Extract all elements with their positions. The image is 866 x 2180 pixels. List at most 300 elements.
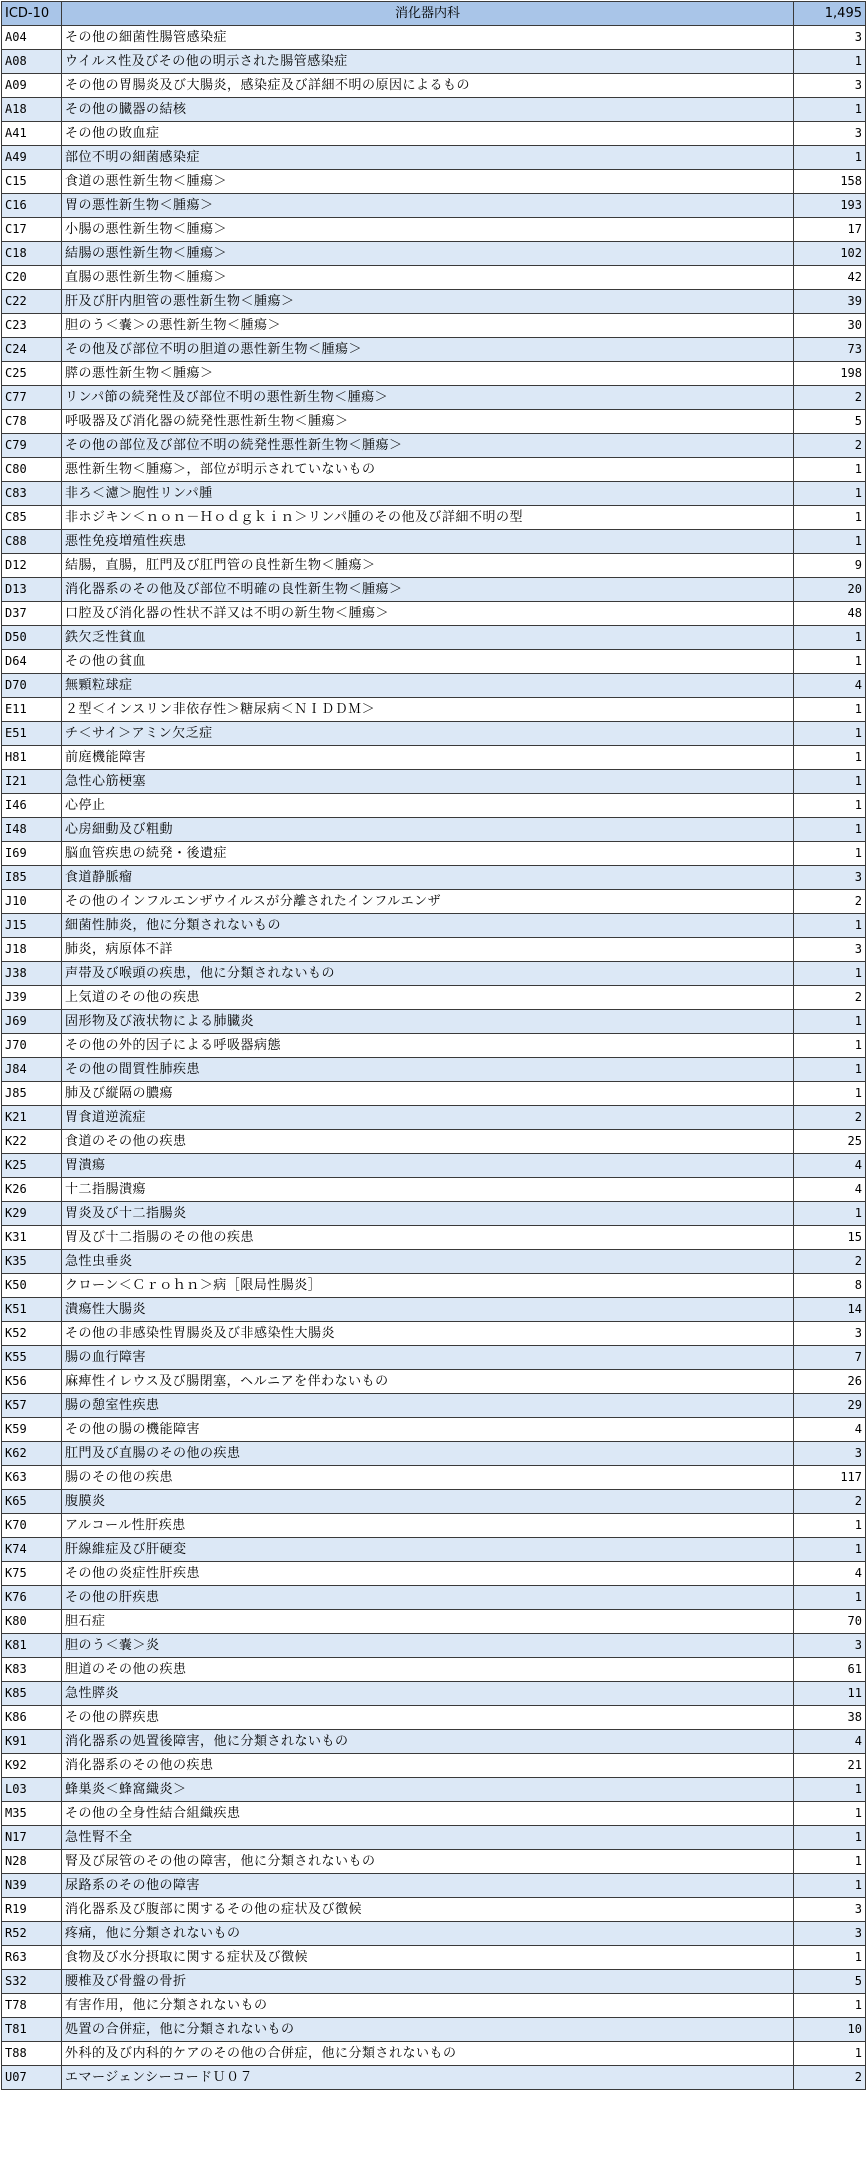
table-row (2, 1490, 866, 1514)
cell-code: K80 (2, 1610, 62, 1634)
table-row (2, 722, 866, 746)
table-row (2, 1346, 866, 1370)
cell-code: K92 (2, 1754, 62, 1778)
cell-count: 14 (794, 1298, 866, 1322)
table-row (2, 434, 866, 458)
cell-name: 心停止 (62, 794, 794, 818)
cell-name: 肺炎，病原体不詳 (62, 938, 794, 962)
cell-code: J39 (2, 986, 62, 1010)
cell-name: 細菌性肺炎，他に分類されないもの (62, 914, 794, 938)
table-row (2, 1658, 866, 1682)
cell-count: 1 (794, 1826, 866, 1850)
cell-name: その他の外的因子による呼吸器病態 (62, 1034, 794, 1058)
cell-code: C83 (2, 482, 62, 506)
table-row (2, 866, 866, 890)
cell-code: H81 (2, 746, 62, 770)
cell-name: 非ろ＜濾＞胞性リンパ腫 (62, 482, 794, 506)
cell-name: その他及び部位不明の胆道の悪性新生物＜腫瘍＞ (62, 338, 794, 362)
table-row (2, 1778, 866, 1802)
cell-count: 70 (794, 1610, 866, 1634)
table-body (2, 26, 866, 2090)
cell-count: 61 (794, 1658, 866, 1682)
cell-code: I69 (2, 842, 62, 866)
table-row (2, 770, 866, 794)
cell-name: 十二指腸潰瘍 (62, 1178, 794, 1202)
cell-code: C22 (2, 290, 62, 314)
table-row (2, 1250, 866, 1274)
cell-code: D12 (2, 554, 62, 578)
table-row (2, 914, 866, 938)
table-row (2, 842, 866, 866)
cell-code: T81 (2, 2018, 62, 2042)
cell-name: 心房細動及び粗動 (62, 818, 794, 842)
cell-count: 3 (794, 1634, 866, 1658)
table-row (2, 1322, 866, 1346)
cell-name: その他の胃腸炎及び大腸炎，感染症及び詳細不明の原因によるもの (62, 74, 794, 98)
cell-code: D64 (2, 650, 62, 674)
cell-count: 11 (794, 1682, 866, 1706)
cell-name: その他の部位及び部位不明の続発性悪性新生物＜腫瘍＞ (62, 434, 794, 458)
table-row (2, 26, 866, 50)
cell-code: K52 (2, 1322, 62, 1346)
cell-code: R19 (2, 1898, 62, 1922)
cell-code: J18 (2, 938, 62, 962)
cell-name: 食道静脈瘤 (62, 866, 794, 890)
table-row (2, 1946, 866, 1970)
cell-name: 胆のう＜嚢＞炎 (62, 1634, 794, 1658)
cell-name: 急性心筋梗塞 (62, 770, 794, 794)
table-row (2, 194, 866, 218)
cell-code: A41 (2, 122, 62, 146)
cell-name: 膵の悪性新生物＜腫瘍＞ (62, 362, 794, 386)
cell-name: 悪性免疫増殖性疾患 (62, 530, 794, 554)
cell-code: C17 (2, 218, 62, 242)
cell-count: 117 (794, 1466, 866, 1490)
cell-code: J85 (2, 1082, 62, 1106)
table-row (2, 98, 866, 122)
cell-name: 処置の合併症，他に分類されないもの (62, 2018, 794, 2042)
table-row (2, 50, 866, 74)
cell-code: E51 (2, 722, 62, 746)
cell-name: 悪性新生物＜腫瘍＞，部位が明示されていないもの (62, 458, 794, 482)
cell-name: その他の細菌性腸管感染症 (62, 26, 794, 50)
cell-code: D37 (2, 602, 62, 626)
cell-count: 4 (794, 674, 866, 698)
cell-name: 直腸の悪性新生物＜腫瘍＞ (62, 266, 794, 290)
cell-name: チ＜サイ＞アミン欠乏症 (62, 722, 794, 746)
cell-code: J69 (2, 1010, 62, 1034)
cell-name: その他の腸の機能障害 (62, 1418, 794, 1442)
cell-code: K26 (2, 1178, 62, 1202)
table-row (2, 1154, 866, 1178)
cell-count: 39 (794, 290, 866, 314)
cell-name: 疼痛，他に分類されないもの (62, 1922, 794, 1946)
cell-count: 1 (794, 458, 866, 482)
table-row (2, 2018, 866, 2042)
cell-name: その他の敗血症 (62, 122, 794, 146)
cell-code: C78 (2, 410, 62, 434)
cell-count: 102 (794, 242, 866, 266)
cell-code: K65 (2, 1490, 62, 1514)
table-row (2, 122, 866, 146)
cell-code: C16 (2, 194, 62, 218)
cell-count: 1 (794, 962, 866, 986)
table-row (2, 938, 866, 962)
cell-name: 麻痺性イレウス及び腸閉塞，ヘルニアを伴わないもの (62, 1370, 794, 1394)
cell-name: 消化器系及び腹部に関するその他の症状及び徴候 (62, 1898, 794, 1922)
cell-count: 3 (794, 26, 866, 50)
cell-count: 3 (794, 1322, 866, 1346)
cell-count: 1 (794, 50, 866, 74)
cell-code: C25 (2, 362, 62, 386)
cell-code: L03 (2, 1778, 62, 1802)
table-row (2, 1874, 866, 1898)
cell-code: I46 (2, 794, 62, 818)
cell-name: 小腸の悪性新生物＜腫瘍＞ (62, 218, 794, 242)
cell-count: 1 (794, 818, 866, 842)
cell-name: アルコール性肝疾患 (62, 1514, 794, 1538)
table-row (2, 1994, 866, 2018)
table-row (2, 1466, 866, 1490)
cell-count: 1 (794, 746, 866, 770)
cell-code: K86 (2, 1706, 62, 1730)
cell-name: 呼吸器及び消化器の続発性悪性新生物＜腫瘍＞ (62, 410, 794, 434)
cell-code: I85 (2, 866, 62, 890)
cell-name: 胆のう＜嚢＞の悪性新生物＜腫瘍＞ (62, 314, 794, 338)
cell-code: K85 (2, 1682, 62, 1706)
table-row (2, 1106, 866, 1130)
cell-code: R63 (2, 1946, 62, 1970)
cell-count: 10 (794, 2018, 866, 2042)
cell-code: J10 (2, 890, 62, 914)
cell-count: 1 (794, 794, 866, 818)
cell-name: その他のインフルエンザウイルスが分離されたインフルエンザ (62, 890, 794, 914)
table-row (2, 1754, 866, 1778)
cell-count: 1 (794, 1778, 866, 1802)
table-row (2, 1442, 866, 1466)
cell-code: K51 (2, 1298, 62, 1322)
cell-count: 198 (794, 362, 866, 386)
cell-count: 1 (794, 698, 866, 722)
cell-count: 1 (794, 1082, 866, 1106)
cell-name: その他の非感染性胃腸炎及び非感染性大腸炎 (62, 1322, 794, 1346)
table-row (2, 1802, 866, 1826)
table-row (2, 506, 866, 530)
table-row (2, 386, 866, 410)
cell-count: 1 (794, 530, 866, 554)
table-row (2, 698, 866, 722)
cell-name: 胃潰瘍 (62, 1154, 794, 1178)
cell-count: 3 (794, 1922, 866, 1946)
cell-code: K63 (2, 1466, 62, 1490)
cell-count: 1 (794, 1514, 866, 1538)
table-row (2, 2066, 866, 2090)
cell-count: 1 (794, 1058, 866, 1082)
cell-name: ２型＜インスリン非依存性＞糖尿病＜ＮＩＤＤＭ＞ (62, 698, 794, 722)
cell-count: 158 (794, 170, 866, 194)
table-row (2, 578, 866, 602)
cell-name: 結腸の悪性新生物＜腫瘍＞ (62, 242, 794, 266)
cell-code: K76 (2, 1586, 62, 1610)
table-row (2, 1202, 866, 1226)
table-row (2, 362, 866, 386)
cell-code: D13 (2, 578, 62, 602)
cell-code: C18 (2, 242, 62, 266)
cell-name: 食道の悪性新生物＜腫瘍＞ (62, 170, 794, 194)
table-row (2, 746, 866, 770)
cell-code: K50 (2, 1274, 62, 1298)
table-row (2, 1922, 866, 1946)
cell-code: K22 (2, 1130, 62, 1154)
cell-code: K62 (2, 1442, 62, 1466)
cell-code: K21 (2, 1106, 62, 1130)
cell-count: 1 (794, 1994, 866, 2018)
cell-name: 肺及び縦隔の膿瘍 (62, 1082, 794, 1106)
cell-name: その他の膵疾患 (62, 1706, 794, 1730)
cell-code: C88 (2, 530, 62, 554)
cell-count: 25 (794, 1130, 866, 1154)
cell-code: K35 (2, 1250, 62, 1274)
cell-name: 口腔及び消化器の性状不詳又は不明の新生物＜腫瘍＞ (62, 602, 794, 626)
cell-count: 1 (794, 1586, 866, 1610)
table-row (2, 1634, 866, 1658)
table-row (2, 986, 866, 1010)
table-row (2, 1586, 866, 1610)
cell-code: T78 (2, 1994, 62, 2018)
cell-name: 胃の悪性新生物＜腫瘍＞ (62, 194, 794, 218)
cell-name: 前庭機能障害 (62, 746, 794, 770)
cell-code: K81 (2, 1634, 62, 1658)
cell-code: A04 (2, 26, 62, 50)
table-row (2, 410, 866, 434)
table-row (2, 1514, 866, 1538)
table-row (2, 1058, 866, 1082)
cell-count: 15 (794, 1226, 866, 1250)
table-row (2, 74, 866, 98)
cell-name: 腸のその他の疾患 (62, 1466, 794, 1490)
cell-count: 48 (794, 602, 866, 626)
cell-count: 1 (794, 98, 866, 122)
cell-name: 上気道のその他の疾患 (62, 986, 794, 1010)
cell-count: 3 (794, 866, 866, 890)
table-row (2, 1010, 866, 1034)
cell-name: 急性腎不全 (62, 1826, 794, 1850)
cell-code: U07 (2, 2066, 62, 2090)
cell-code: K91 (2, 1730, 62, 1754)
cell-code: C15 (2, 170, 62, 194)
cell-count: 9 (794, 554, 866, 578)
cell-name: 脳血管疾患の続発・後遺症 (62, 842, 794, 866)
header-code: ICD-10 (2, 2, 62, 26)
cell-name: リンパ節の続発性及び部位不明の悪性新生物＜腫瘍＞ (62, 386, 794, 410)
cell-name: その他の全身性結合組織疾患 (62, 1802, 794, 1826)
cell-count: 2 (794, 890, 866, 914)
cell-code: E11 (2, 698, 62, 722)
table-row (2, 1538, 866, 1562)
cell-count: 1 (794, 1034, 866, 1058)
table-row (2, 482, 866, 506)
cell-count: 1 (794, 914, 866, 938)
cell-code: T88 (2, 2042, 62, 2066)
table-row (2, 1226, 866, 1250)
table-row (2, 818, 866, 842)
cell-count: 1 (794, 1538, 866, 1562)
table-row (2, 626, 866, 650)
cell-count: 3 (794, 938, 866, 962)
cell-name: 声帯及び喉頭の疾患，他に分類されないもの (62, 962, 794, 986)
cell-code: I48 (2, 818, 62, 842)
table-row (2, 1826, 866, 1850)
cell-count: 4 (794, 1562, 866, 1586)
cell-code: A09 (2, 74, 62, 98)
cell-code: J15 (2, 914, 62, 938)
cell-name: 肝線維症及び肝硬変 (62, 1538, 794, 1562)
cell-count: 1 (794, 1010, 866, 1034)
cell-code: K59 (2, 1418, 62, 1442)
cell-name: 非ホジキン＜ｎｏｎ－Ｈｏｄｇｋｉｎ＞リンパ腫のその他及び詳細不明の型 (62, 506, 794, 530)
cell-count: 4 (794, 1730, 866, 1754)
cell-count: 4 (794, 1178, 866, 1202)
cell-name: 肝及び肝内胆管の悪性新生物＜腫瘍＞ (62, 290, 794, 314)
table-row (2, 458, 866, 482)
cell-count: 2 (794, 2066, 866, 2090)
table-row (2, 1850, 866, 1874)
table-row (2, 1274, 866, 1298)
table-row (2, 338, 866, 362)
table-row (2, 266, 866, 290)
cell-code: N39 (2, 1874, 62, 1898)
cell-count: 193 (794, 194, 866, 218)
cell-name: クローン＜Ｃｒｏｈｎ＞病［限局性腸炎］ (62, 1274, 794, 1298)
cell-name: その他の貧血 (62, 650, 794, 674)
cell-name: 外科的及び内科的ケアのその他の合併症，他に分類されないもの (62, 2042, 794, 2066)
cell-count: 1 (794, 626, 866, 650)
cell-name: 肛門及び直腸のその他の疾患 (62, 1442, 794, 1466)
cell-name: その他の肝疾患 (62, 1586, 794, 1610)
table-row (2, 890, 866, 914)
cell-count: 1 (794, 842, 866, 866)
cell-name: 胃食道逆流症 (62, 1106, 794, 1130)
table-row (2, 530, 866, 554)
cell-name: 腎及び尿管のその他の障害，他に分類されないもの (62, 1850, 794, 1874)
cell-count: 3 (794, 74, 866, 98)
cell-count: 8 (794, 1274, 866, 1298)
cell-count: 3 (794, 122, 866, 146)
cell-count: 5 (794, 410, 866, 434)
cell-name: 食道のその他の疾患 (62, 1130, 794, 1154)
cell-count: 4 (794, 1418, 866, 1442)
table-row (2, 1178, 866, 1202)
cell-name: 急性膵炎 (62, 1682, 794, 1706)
cell-name: 胆石症 (62, 1610, 794, 1634)
cell-name: 無顆粒球症 (62, 674, 794, 698)
cell-count: 2 (794, 1490, 866, 1514)
cell-count: 1 (794, 1874, 866, 1898)
cell-code: K57 (2, 1394, 62, 1418)
cell-count: 1 (794, 1202, 866, 1226)
cell-name: ウイルス性及びその他の明示された腸管感染症 (62, 50, 794, 74)
cell-name: その他の炎症性肝疾患 (62, 1562, 794, 1586)
cell-count: 1 (794, 1850, 866, 1874)
cell-count: 1 (794, 722, 866, 746)
cell-name: 腸の血行障害 (62, 1346, 794, 1370)
table-row (2, 1130, 866, 1154)
cell-name: 胃及び十二指腸のその他の疾患 (62, 1226, 794, 1250)
cell-count: 1 (794, 506, 866, 530)
cell-count: 2 (794, 386, 866, 410)
cell-count: 1 (794, 770, 866, 794)
cell-count: 2 (794, 1250, 866, 1274)
cell-code: K25 (2, 1154, 62, 1178)
cell-count: 4 (794, 1154, 866, 1178)
table-row (2, 1034, 866, 1058)
cell-name: 尿路系のその他の障害 (62, 1874, 794, 1898)
cell-code: M35 (2, 1802, 62, 1826)
cell-count: 1 (794, 1946, 866, 1970)
cell-code: C23 (2, 314, 62, 338)
cell-code: D70 (2, 674, 62, 698)
table-row (2, 1610, 866, 1634)
cell-count: 3 (794, 1898, 866, 1922)
cell-code: S32 (2, 1970, 62, 1994)
cell-name: 鉄欠乏性貧血 (62, 626, 794, 650)
cell-code: D50 (2, 626, 62, 650)
table-row (2, 170, 866, 194)
header-row (2, 2, 866, 26)
table-row (2, 218, 866, 242)
cell-name: 腸の憩室性疾患 (62, 1394, 794, 1418)
cell-count: 1 (794, 1802, 866, 1826)
cell-code: C77 (2, 386, 62, 410)
header-department: 消化器内科 (62, 2, 794, 26)
cell-name: 有害作用，他に分類されないもの (62, 1994, 794, 2018)
cell-name: その他の間質性肺疾患 (62, 1058, 794, 1082)
cell-code: N28 (2, 1850, 62, 1874)
table-row (2, 1682, 866, 1706)
cell-code: C85 (2, 506, 62, 530)
cell-count: 30 (794, 314, 866, 338)
cell-code: K70 (2, 1514, 62, 1538)
cell-code: K83 (2, 1658, 62, 1682)
cell-name: その他の臓器の結核 (62, 98, 794, 122)
cell-code: A49 (2, 146, 62, 170)
cell-count: 3 (794, 1442, 866, 1466)
cell-name: 急性虫垂炎 (62, 1250, 794, 1274)
table-row (2, 1730, 866, 1754)
table-row (2, 290, 866, 314)
cell-count: 29 (794, 1394, 866, 1418)
table-row (2, 146, 866, 170)
cell-name: 消化器系のその他及び部位不明確の良性新生物＜腫瘍＞ (62, 578, 794, 602)
cell-name: 腰椎及び骨盤の骨折 (62, 1970, 794, 1994)
cell-name: 固形物及び液状物による肺臓炎 (62, 1010, 794, 1034)
icd-table (1, 1, 866, 2090)
cell-name: 胃炎及び十二指腸炎 (62, 1202, 794, 1226)
header-total: 1,495 (794, 2, 866, 26)
cell-code: C24 (2, 338, 62, 362)
cell-count: 1 (794, 482, 866, 506)
table-row (2, 1418, 866, 1442)
table-row (2, 1298, 866, 1322)
cell-count: 73 (794, 338, 866, 362)
cell-name: 消化器系のその他の疾患 (62, 1754, 794, 1778)
cell-code: J38 (2, 962, 62, 986)
table-row (2, 794, 866, 818)
cell-code: J70 (2, 1034, 62, 1058)
table-row (2, 1370, 866, 1394)
cell-code: A08 (2, 50, 62, 74)
cell-code: C80 (2, 458, 62, 482)
